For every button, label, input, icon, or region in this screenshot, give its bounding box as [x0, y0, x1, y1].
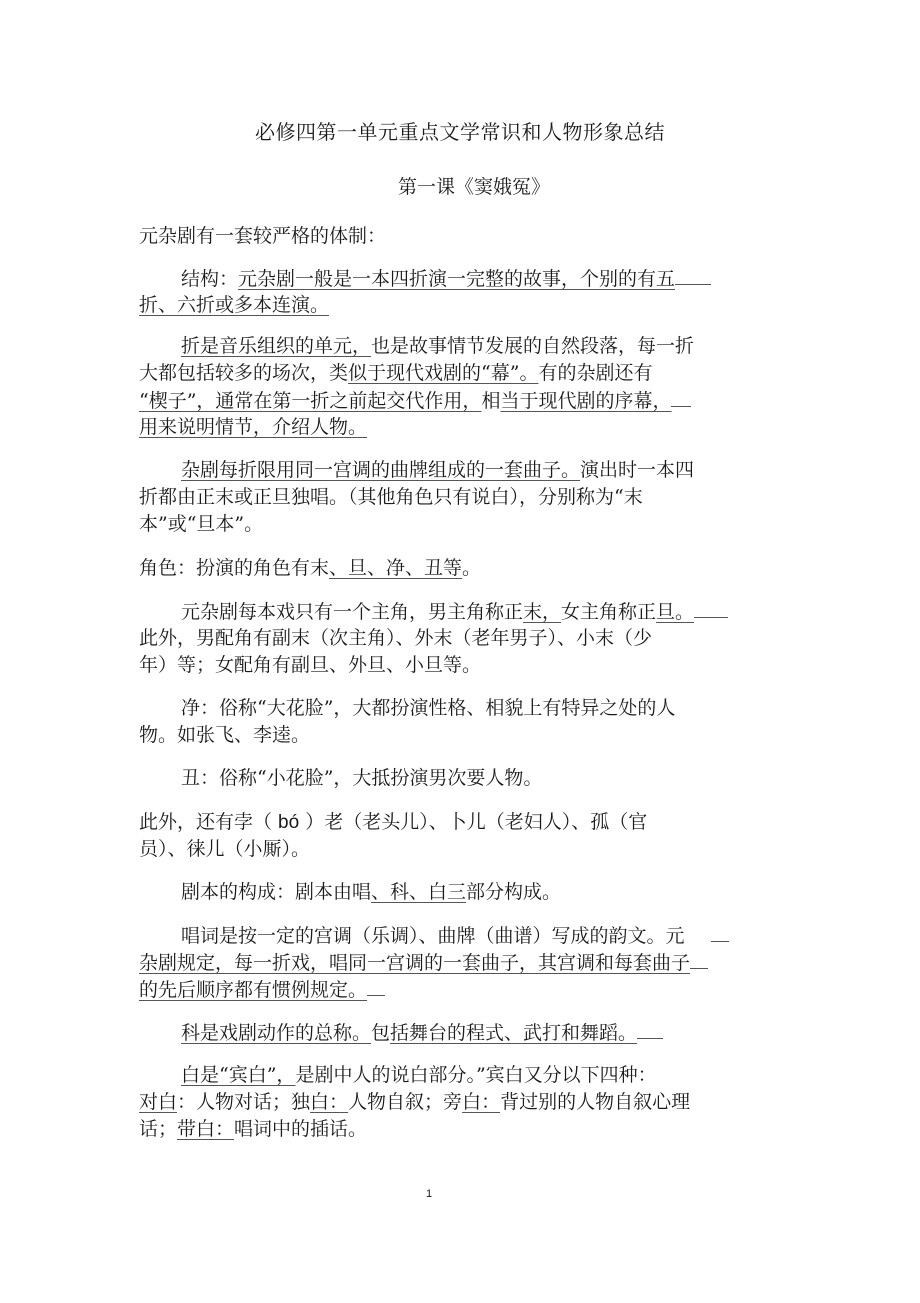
underlined-text: 旦。: [656, 601, 695, 623]
text-segment: bó: [278, 812, 300, 833]
underlined-text: 科是戏剧动作的总称。: [181, 1022, 372, 1044]
text-line: [181, 266, 711, 291]
underlined-text: 元杂剧一般是一本四折演一完整的故事，个别的有五: [238, 268, 676, 290]
underlined-text: 白：: [310, 1091, 349, 1113]
text-segment: 有的杂剧还有: [538, 362, 653, 384]
text-segment: 人物自叙；旁: [348, 1091, 463, 1113]
underline-blank: [367, 977, 385, 996]
text-line: [139, 810, 647, 835]
text-line: [139, 293, 329, 317]
text-line: [181, 599, 728, 624]
text-segment: 此外，男配角有副末（次主角）、外末（老年男子）、小末（少: [139, 627, 653, 649]
text-line: [139, 485, 643, 509]
text-line: [139, 837, 310, 861]
text-segment: 年）等；女配角有副旦、外旦、小旦等。: [139, 654, 482, 676]
underlined-text: “楔子”，通常在第一折之前起交代作用，: [139, 390, 482, 412]
text-segment: 此外，还有孛（: [139, 811, 279, 833]
text-line: [181, 334, 694, 358]
text-segment: 唱词是按一定的宫调（乐调）、曲牌（曲谱）写成的韵文。元: [181, 925, 685, 947]
underlined-text: 带白：: [177, 1118, 235, 1140]
text-line: [181, 696, 675, 720]
underline-blank: [637, 1020, 663, 1039]
text-line: [139, 361, 652, 385]
text-line: [139, 653, 481, 677]
text-line: [181, 458, 694, 482]
lesson-subtitle: 第一课《窦娥冤》: [398, 176, 551, 198]
underlined-text: 折、六折或多本连演。: [139, 294, 330, 316]
underlined-text: 白：: [462, 1091, 501, 1113]
text-segment: 物。如张飞、李逵。: [139, 724, 311, 746]
underline-blank: [675, 266, 711, 285]
underlined-text: 杂剧每折限用同一宫调的曲牌组成的一套曲子。: [181, 459, 581, 481]
text-line: [181, 766, 542, 790]
text-segment: 剧本的构成：剧本由唱: [181, 881, 372, 903]
underlined-text: 括舞台的程式、武打和舞蹈。: [390, 1022, 638, 1044]
text-segment: 角色：扮演的角色有末: [139, 557, 330, 579]
text-segment: 大都包括较多的场次，类: [139, 362, 349, 384]
text-segment: 背过别的人物自叙心理: [500, 1091, 691, 1113]
page-number: 1: [426, 1188, 433, 1200]
text-line: [139, 1117, 367, 1141]
underlined-text: 对白: [139, 1091, 178, 1113]
text-line: [139, 723, 310, 747]
text-segment: 。: [462, 557, 482, 579]
text-line: [139, 388, 691, 413]
underlined-text: 、旦、净、丑等: [329, 557, 463, 579]
text-segment: 折都由正末或正旦独唱。（其他角色只有说白），分别称为“末: [139, 486, 643, 508]
text-line: [139, 224, 386, 248]
text-segment: 结构：: [181, 268, 239, 290]
underlined-text: 、科、白三: [371, 881, 467, 903]
text-segment: 元杂剧有一套较严格的体制：: [139, 225, 387, 247]
underlined-text: 末，: [523, 601, 562, 623]
text-line: [181, 880, 561, 904]
underline-blank: [671, 388, 691, 407]
underlined-text: 折是音乐组织的单元，: [181, 335, 372, 357]
text-segment: ：人物对话；独: [177, 1091, 311, 1113]
text-segment: 相: [481, 390, 501, 412]
text-segment: 元杂剧每本戏只有一个主角，男主角称正: [181, 601, 524, 623]
underlined-text: 白是“宾白”，: [181, 1064, 296, 1086]
underlined-text: 用来说明情节，介绍人物。: [139, 416, 368, 438]
text-segment: 唱词中的插话。: [234, 1118, 368, 1140]
text-segment: 演出时一本四: [580, 459, 695, 481]
text-line: [139, 512, 263, 536]
underline-blank: [690, 950, 708, 969]
text-line: [181, 1063, 657, 1087]
text-line: [139, 950, 708, 975]
underlined-text: 当于现代剧的序幕，: [500, 390, 672, 412]
text-segment: 部分构成。: [466, 881, 562, 903]
text-segment: 丑：俗称“小花脸”，大抵扮演男次要人物。: [181, 767, 543, 789]
text-segment: ）老（老头儿）、卜儿（老妇人）、孤（官: [299, 811, 648, 833]
underline-blank: [694, 599, 728, 618]
underline-blank: [711, 923, 729, 942]
text-line: [181, 923, 729, 948]
text-segment: 包: [371, 1022, 391, 1044]
underlined-text: 杂剧规定，每一折戏，唱同一宫调的一套曲子，其宫调和每套曲子: [139, 952, 691, 974]
text-segment: 本”或“旦本”。: [139, 513, 264, 535]
text-segment: 也是故事情节发展的自然段落，每一折: [371, 335, 695, 357]
text-segment: 员）、徕儿（小厮）。: [139, 838, 311, 860]
underlined-text: 似于现代戏剧的“幕”。: [348, 362, 539, 384]
text-segment: 净：俗称“大花脸”，大都扮演性格、相貌上有特异之处的人: [181, 697, 676, 719]
text-line: [139, 1090, 690, 1114]
text-segment: 女主角称正: [561, 601, 657, 623]
text-line: [139, 977, 385, 1002]
text-line: [181, 1020, 663, 1045]
text-line: [139, 626, 652, 650]
text-line: [139, 415, 367, 439]
text-segment: 是剧中人的说白部分。”宾白又分以下四种：: [295, 1064, 657, 1086]
underlined-text: 的先后顺序都有惯例规定。: [139, 979, 368, 1001]
text-line: [139, 556, 481, 580]
text-segment: 话；: [139, 1118, 178, 1140]
document-title: 必修四第一单元重点文学常识和人物形象总结: [255, 120, 665, 144]
